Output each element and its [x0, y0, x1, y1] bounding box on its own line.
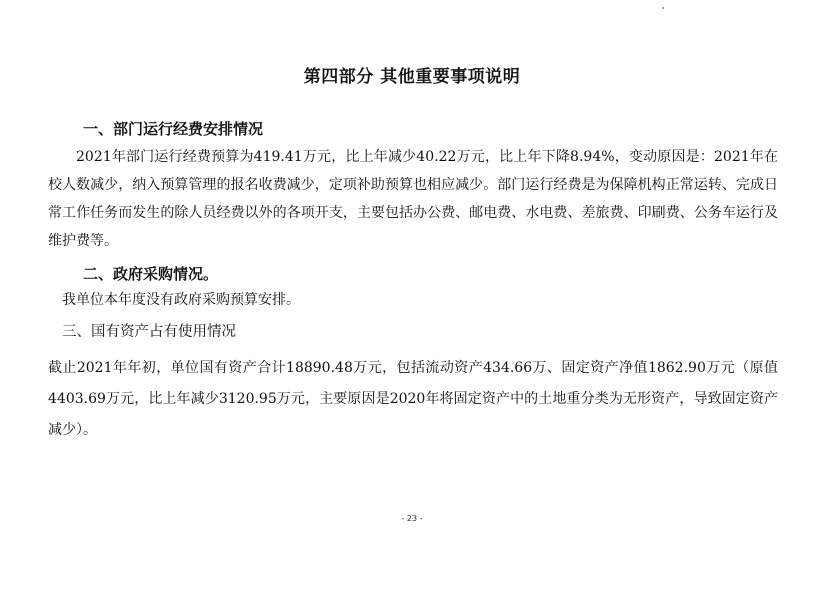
section-text-operating-funds: 2021年部门运行经费预算为419.41万元，比上年减少40.22万元，比上年下降8.94%，变动原因是：2021年在校人数减少，纳入预算管理的报名收费减少，定项补助预算也相应减少。部门运行经费是为保障机构正常运转、完成日常工作任务而发生的除人员经费以外的各项开支，主要包括办公费、邮电费、水电费、差旅费、印刷费、公务车运行及维护费等。 — [48, 149, 778, 249]
page-number: - 23 - — [401, 514, 423, 523]
scan-speck — [662, 7, 664, 9]
section-text-procurement: 我单位本年度没有政府采购预算安排。 — [62, 292, 300, 308]
section-heading-operating-funds: 一、部门运行经费安排情况 — [83, 120, 264, 138]
page-title: 第四部分 其他重要事项说明 — [303, 67, 521, 87]
section-text-state-assets: 截止2021年年初，单位国有资产合计18890.48万元，包括流动资产434.66万、固定资产净值1862.90万元（原值4403.69万元，比上年减少3120.95万元，主要原因是2020年将固定资产中的土地重分类为无形资产，导致固定资产减少）。 — [48, 360, 778, 438]
section-heading-procurement: 二、政府采购情况。 — [83, 265, 219, 283]
section-heading-state-assets: 三、国有资产占有使用情况 — [62, 324, 236, 340]
